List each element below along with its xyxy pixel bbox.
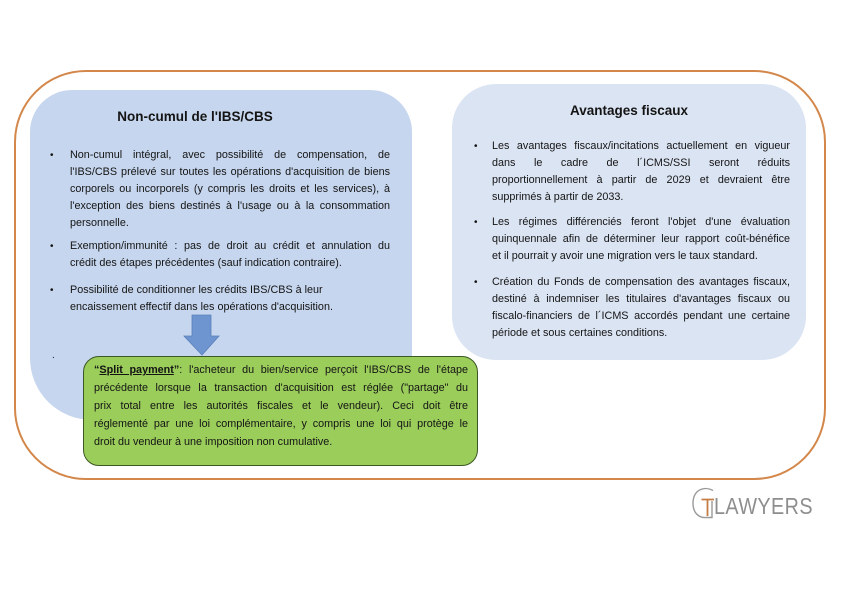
avantages-bullet-3 (474, 274, 790, 342)
bullet-icon: • (474, 277, 478, 288)
bullet-icon: • (474, 141, 478, 152)
non-cumul-bullet-1 (50, 147, 390, 232)
bullet-icon: • (474, 217, 478, 228)
split-payment-close-quote: ” (173, 364, 180, 376)
text-line: quinquennale afin de déterminer leur rapport coût-bénéfice (492, 233, 790, 245)
text-line: fiscalo-financiers de l´ICMS accordés pendant une certaine (492, 310, 790, 322)
avantages-fiscaux-title: Avantages fiscaux (569, 103, 689, 118)
text-line: précédente lorsque la transaction d'acquisition est réglée ("partage" du (94, 382, 468, 394)
text-line: l'exception des biens destinés à l'usage ou à la consommation (70, 200, 390, 212)
text-line: Création du Fonds de compensation des avantages fiscaux, (492, 276, 790, 288)
bullet-icon: • (50, 150, 54, 161)
logo-wordmark: LAWYERS (714, 493, 814, 519)
stray-mark: . (52, 350, 55, 361)
text-line: proportionnellement à partir de 2029 et devraient être (492, 174, 790, 186)
bullet-icon: • (50, 241, 54, 252)
text-line: période et sous certaines conditions. (492, 327, 668, 339)
text-line: et il pourrait y avoir une migration vers le taux standard. (492, 250, 758, 262)
text-line (94, 361, 468, 379)
text-line: encaissement effectif dans les opérations d'acquisition. (70, 301, 333, 313)
split-payment-open-quote: “ (94, 364, 100, 376)
text-line: personnelle. (70, 217, 129, 229)
text-line: Possibilité de conditionner les crédits IBS/CBS à leur (70, 284, 323, 296)
non-cumul-bullet-2 (50, 238, 390, 272)
text-line: dans le cadre de l´ICMS/SSI seront réduits (492, 157, 790, 169)
text-line: Les avantages fiscaux/incitations actuellement en vigueur (492, 140, 790, 152)
text-line: Exemption/immunité : pas de droit au crédit et annulation du (70, 240, 390, 252)
text-line: réglementé par une loi complémentaire, y compris une loi qui protège le (94, 418, 468, 430)
gt-lawyers-logo (690, 484, 825, 522)
text-line: prix total entre les autorités fiscales et le vendeur). Ceci doit être (94, 400, 468, 412)
bullet-icon: • (50, 285, 54, 296)
split-payment-text (94, 361, 468, 451)
text-line: crédit des étapes précédentes (sauf indication contraire). (70, 257, 342, 269)
text-line: Les régimes différenciés feront l'objet d'une évaluation (492, 216, 790, 228)
text-line: droit du vendeur à une imposition non cumulative. (94, 436, 333, 448)
text-line: supprimés à partir de 2033. (492, 191, 624, 203)
text-line: Non-cumul intégral, avec possibilité de compensation, de (70, 149, 390, 161)
split-payment-line-text: : l'acheteur du bien/service perçoit l'IBS/CBS de l'étape (179, 364, 468, 376)
non-cumul-title: Non-cumul de l'IBS/CBS (117, 109, 273, 124)
text-line: corporels ou incorporels (y compris les droits et les services), à (70, 183, 390, 195)
split-payment-term: Split payment (99, 364, 174, 376)
text-line: destiné à indemniser les titulaires d'avantages fiscaux ou (492, 293, 790, 305)
down-arrow-icon (180, 312, 224, 358)
avantages-bullet-1 (474, 138, 790, 206)
text-line: l'IBS/CBS prélevé sur toutes les opérations d'acquisition de biens (70, 166, 390, 178)
non-cumul-bullet-3 (50, 282, 390, 316)
avantages-bullet-2 (474, 214, 790, 265)
